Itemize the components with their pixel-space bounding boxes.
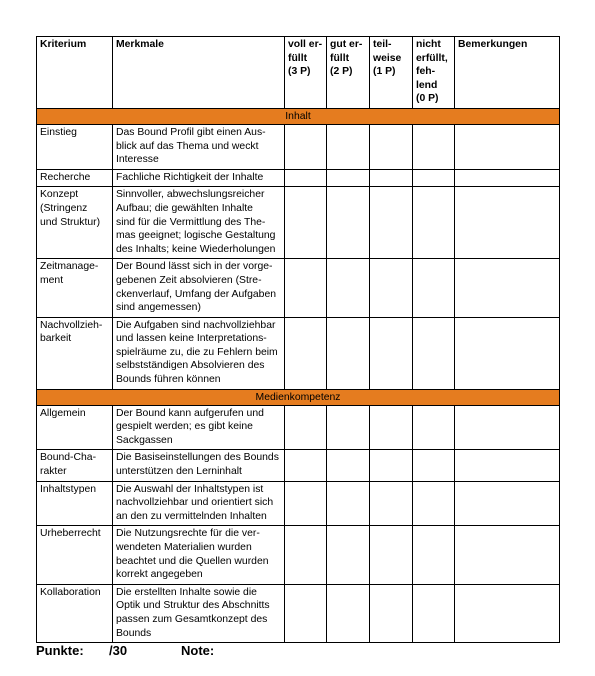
gut-cell[interactable] xyxy=(327,450,370,481)
voll-cell[interactable] xyxy=(285,526,327,584)
column-header-nicht: nicht erfüllt, feh- lend (0 P) xyxy=(413,37,455,109)
merkmale-cell: Die erstellten Inhalte sowie die Optik und Struktur des Abschnitts passen zum Gesamtkonzept des Bounds xyxy=(113,584,285,642)
bemerkungen-cell[interactable] xyxy=(455,450,560,481)
voll-cell[interactable] xyxy=(285,124,327,169)
column-header-bemerkungen: Bemerkungen xyxy=(455,37,560,109)
teilweise-cell[interactable] xyxy=(370,405,413,450)
note-label: Note: xyxy=(181,643,215,658)
gut-cell[interactable] xyxy=(327,187,370,259)
table-row xyxy=(37,187,560,259)
teilweise-cell[interactable] xyxy=(370,450,413,481)
teilweise-cell[interactable] xyxy=(370,169,413,187)
voll-cell[interactable] xyxy=(285,481,327,526)
column-header-gut: gut er- füllt (2 P) xyxy=(327,37,370,109)
kriterium-cell: Kollaboration xyxy=(37,584,113,642)
bemerkungen-cell[interactable] xyxy=(455,405,560,450)
merkmale-cell: Sinnvoller, abwechslungsreicher Aufbau; die gewählten Inhalte sind für die Vermittlung des The- mas geeignet; logische Gestaltung des Inhalts; keine Wiederholungen xyxy=(113,187,285,259)
voll-cell[interactable] xyxy=(285,169,327,187)
teilweise-cell[interactable] xyxy=(370,187,413,259)
score-footer xyxy=(36,643,556,663)
gut-cell[interactable] xyxy=(327,481,370,526)
section-title: Medienkompetenz xyxy=(37,389,560,405)
kriterium-cell: Konzept (Stringenz und Struktur) xyxy=(37,187,113,259)
nicht-cell[interactable] xyxy=(413,317,455,389)
nicht-cell[interactable] xyxy=(413,124,455,169)
nicht-cell[interactable] xyxy=(413,169,455,187)
teilweise-cell[interactable] xyxy=(370,526,413,584)
bemerkungen-cell[interactable] xyxy=(455,124,560,169)
kriterium-cell: Inhaltstypen xyxy=(37,481,113,526)
merkmale-cell: Der Bound kann aufgerufen und gespielt werden; es gibt keine Sackgassen xyxy=(113,405,285,450)
voll-cell[interactable] xyxy=(285,450,327,481)
table-row xyxy=(37,405,560,450)
voll-cell[interactable] xyxy=(285,405,327,450)
kriterium-cell: Nachvollzieh- barkeit xyxy=(37,317,113,389)
teilweise-cell[interactable] xyxy=(370,317,413,389)
table-row xyxy=(37,526,560,584)
column-header-kriterium: Kriterium xyxy=(37,37,113,109)
kriterium-cell: Zeitmanage- ment xyxy=(37,259,113,317)
voll-cell[interactable] xyxy=(285,259,327,317)
voll-cell[interactable] xyxy=(285,584,327,642)
column-header-teilweise: teil- weise (1 P) xyxy=(370,37,413,109)
table-row xyxy=(37,481,560,526)
nicht-cell[interactable] xyxy=(413,450,455,481)
rubric-table xyxy=(36,36,560,643)
table-row xyxy=(37,584,560,642)
merkmale-cell: Fachliche Richtigkeit der Inhalte xyxy=(113,169,285,187)
nicht-cell[interactable] xyxy=(413,187,455,259)
kriterium-cell: Urheberrecht xyxy=(37,526,113,584)
merkmale-cell: Die Auswahl der Inhaltstypen ist nachvollziehbar und orientiert sich an den zu vermittelnden Inhalten xyxy=(113,481,285,526)
teilweise-cell[interactable] xyxy=(370,481,413,526)
table-row xyxy=(37,450,560,481)
kriterium-cell: Einstieg xyxy=(37,124,113,169)
nicht-cell[interactable] xyxy=(413,405,455,450)
teilweise-cell[interactable] xyxy=(370,259,413,317)
bemerkungen-cell[interactable] xyxy=(455,317,560,389)
column-header-voll: voll er- füllt (3 P) xyxy=(285,37,327,109)
nicht-cell[interactable] xyxy=(413,481,455,526)
voll-cell[interactable] xyxy=(285,317,327,389)
bemerkungen-cell[interactable] xyxy=(455,526,560,584)
bemerkungen-cell[interactable] xyxy=(455,187,560,259)
kriterium-cell: Recherche xyxy=(37,169,113,187)
gut-cell[interactable] xyxy=(327,584,370,642)
punkte-label: Punkte: xyxy=(36,643,84,658)
kriterium-cell: Bound-Cha- rakter xyxy=(37,450,113,481)
gut-cell[interactable] xyxy=(327,405,370,450)
kriterium-cell: Allgemein xyxy=(37,405,113,450)
table-row xyxy=(37,259,560,317)
section-title: Inhalt xyxy=(37,108,560,124)
teilweise-cell[interactable] xyxy=(370,584,413,642)
section-row xyxy=(37,108,560,124)
bemerkungen-cell[interactable] xyxy=(455,259,560,317)
column-header-merkmale: Merkmale xyxy=(113,37,285,109)
voll-cell[interactable] xyxy=(285,187,327,259)
merkmale-cell: Der Bound lässt sich in der vorge- gebenen Zeit absolvieren (Stre- ckenverlauf, Umfang der Aufgaben sind angemessen) xyxy=(113,259,285,317)
merkmale-cell: Das Bound Profil gibt einen Aus- blick auf das Thema und weckt Interesse xyxy=(113,124,285,169)
merkmale-cell: Die Nutzungsrechte für die ver- wendeten Materialien wurden beachtet und die Quellen wurden korrekt angegeben xyxy=(113,526,285,584)
table-body xyxy=(37,108,560,642)
gut-cell[interactable] xyxy=(327,526,370,584)
punkte-value: /30 xyxy=(109,643,128,658)
table-row xyxy=(37,169,560,187)
gut-cell[interactable] xyxy=(327,124,370,169)
table-header xyxy=(37,37,560,109)
bemerkungen-cell[interactable] xyxy=(455,481,560,526)
teilweise-cell[interactable] xyxy=(370,124,413,169)
table-row xyxy=(37,317,560,389)
gut-cell[interactable] xyxy=(327,259,370,317)
nicht-cell[interactable] xyxy=(413,259,455,317)
merkmale-cell: Die Aufgaben sind nachvollziehbar und lassen keine Interpretations- spielräume zu, die zu Fehlern beim selbstständigen Absolvieren des Bounds führen können xyxy=(113,317,285,389)
section-row xyxy=(37,389,560,405)
bemerkungen-cell[interactable] xyxy=(455,584,560,642)
gut-cell[interactable] xyxy=(327,169,370,187)
table-row xyxy=(37,124,560,169)
nicht-cell[interactable] xyxy=(413,584,455,642)
merkmale-cell: Die Basiseinstellungen des Bounds unterstützen den Lerninhalt xyxy=(113,450,285,481)
gut-cell[interactable] xyxy=(327,317,370,389)
nicht-cell[interactable] xyxy=(413,526,455,584)
bemerkungen-cell[interactable] xyxy=(455,169,560,187)
